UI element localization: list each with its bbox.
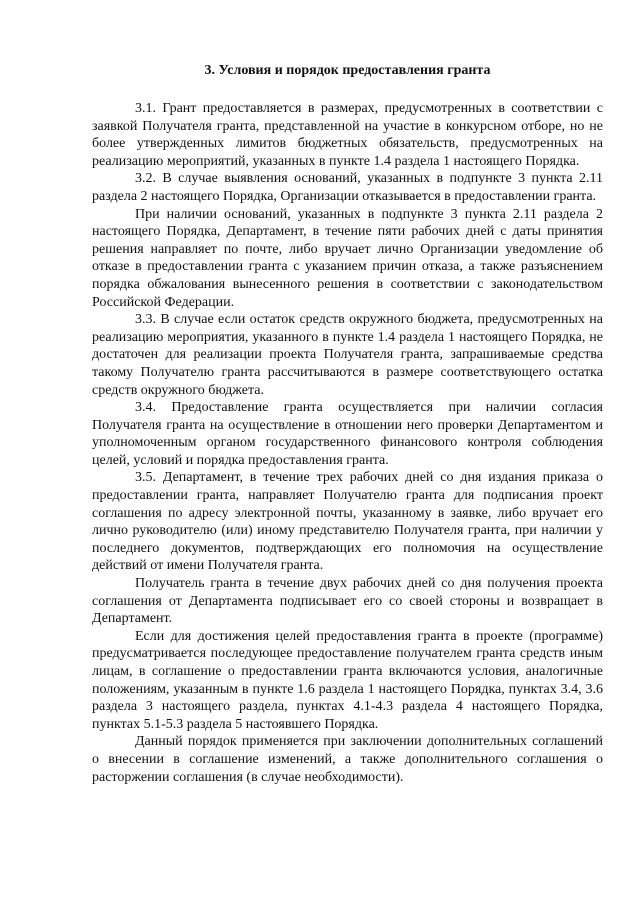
paragraph-3-4: 3.4. Предоставление гранта осуществляется при наличии согласия Получателя гранта на осуществление в отношении него проверки Департаментом и уполномоченным органом государственного финансового контроля соблюдения целей, условий и порядка предоставления гранта. xyxy=(92,400,603,468)
section-title: 3. Условия и порядок предоставления гранта xyxy=(204,63,491,78)
paragraph-3-2: 3.2. В случае выявления оснований, указанных в подпункте 3 пункта 2.11 раздела 2 настоящего Порядка, Организации отказывается в предоставлении гранта. xyxy=(92,171,603,204)
paragraph-3-5-third-parties: Если для достижения целей предоставления гранта в проекте (программе) предусматривается последующее предоставление получателем гранта средств иным лицам, в соглашение о предоставлении гранта включаются условия, аналогичные положениям, указанным в пункте 1.6 раздела 1 настоящего Порядка, пунктах 3.4, 3.6 раздела 3 настоящего раздела, пунктах 4.1-4.3 раздела 4 настоящего Порядка, пунктах 5.1-5.3 раздела 5 настоявшего Порядка. xyxy=(92,628,603,732)
paragraph-3-5: 3.5. Департамент, в течение трех рабочих дней со дня издания приказа о предоставлении гранта, направляет Получателю гранта для подписания проект соглашения по адресу электронной почты, указанному в заявке, либо вручает его лично руководителю (или) иному представителю Получателя гранта, при наличии у последнего документов, подтверждающих его полномочия на осуществление действий от имени Получателя гранта. xyxy=(92,470,603,574)
paragraph-3-1: 3.1. Грант предоставляется в размерах, предусмотренных в соответствии с заявкой Получателя гранта, представленной на участие в конкурсном отборе, но не более утвержденных лимитов бюджетных обязательств, предусмотренных на реализацию мероприятий, указанных в пункте 1.4 раздела 1 настоящего Порядка. xyxy=(92,101,603,169)
paragraph-3-2-refusal: При наличии оснований, указанных в подпункте 3 пункта 2.11 раздела 2 настоящего Порядка, Департамент, в течение пяти рабочих дней с даты принятия решения направляет по почте, либо вручает лично Организации уведомление об отказе в предоставлении гранта с указанием причин отказа, а также разъяснением порядка обжалования вынесенного решения в соответствии с законодательством Российской Федерации. xyxy=(92,206,603,310)
paragraph-3-5-signing: Получатель гранта в течение двух рабочих дней со дня получения проекта соглашения от Департамента подписывает его со своей стороны и возвращает в Департамент. xyxy=(92,576,603,627)
paragraph-3-3: 3.3. В случае если остаток средств окружного бюджета, предусмотренных на реализацию мероприятия, указанного в пункте 1.4 раздела 1 настоящего Порядка, не достаточен для реализации проекта Получателя гранта, запрашиваемые средства такому Получателю гранта рассчитываются в размере соответствующего остатка средств окружного бюджета. xyxy=(92,312,603,398)
paragraph-3-5-amendments: Данный порядок применяется при заключении дополнительных соглашений о внесении в соглашение изменений, а также дополнительного соглашения о расторжении соглашения (в случае необходимости). xyxy=(92,734,603,785)
